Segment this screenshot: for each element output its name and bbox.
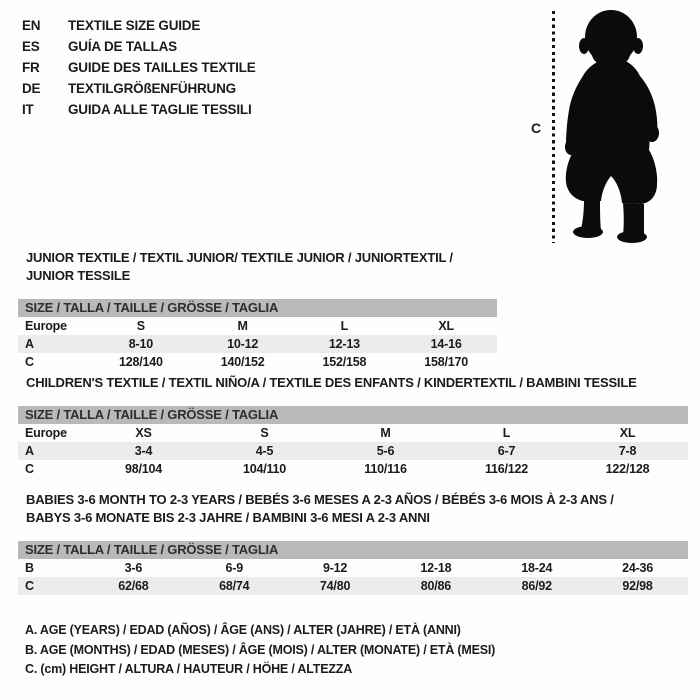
- value-cell: 152/158: [322, 355, 367, 369]
- language-code: IT: [22, 102, 34, 117]
- language-code: EN: [22, 18, 41, 33]
- value-cell: 3-6: [124, 561, 143, 575]
- value-cell: 158/170: [424, 355, 469, 369]
- size-header-bar: SIZE / TALLA / TAILLE / GRÖSSE / TAGLIA: [18, 541, 688, 559]
- value-cell: 24-36: [622, 561, 654, 575]
- row-label-cell: C: [25, 355, 34, 369]
- value-cell: S: [260, 426, 269, 440]
- table-row: [18, 424, 688, 442]
- table-title-line: JUNIOR TEXTILE / TEXTIL JUNIOR/ TEXTILE JUNIOR / JUNIORTEXTIL / JUNIOR TESSILE: [26, 250, 453, 283]
- value-cell: 74/80: [319, 579, 351, 593]
- size-header-bar: SIZE / TALLA / TAILLE / GRÖSSE / TAGLIA: [18, 299, 497, 317]
- size-table: [18, 374, 688, 478]
- value-cell: 68/74: [219, 579, 250, 593]
- language-row: [22, 15, 256, 36]
- value-cell: 5-6: [376, 444, 395, 458]
- language-row: [22, 36, 256, 57]
- table-title: [18, 249, 497, 285]
- table-row: [18, 442, 688, 460]
- table-row: [18, 577, 688, 595]
- table-row: [18, 559, 688, 577]
- height-measure-label: C: [531, 120, 541, 136]
- row-label-cell: C: [25, 579, 34, 593]
- row-label-cell: Europe: [25, 426, 67, 440]
- value-cell: M: [237, 319, 248, 333]
- language-code: DE: [22, 81, 41, 96]
- value-cell: 14-16: [430, 337, 462, 351]
- row-label-cell: B: [25, 561, 34, 575]
- value-cell: 110/116: [364, 462, 407, 476]
- value-cell: 8-10: [128, 337, 153, 351]
- row-label-cell: A: [25, 337, 34, 351]
- value-cell: 92/98: [622, 579, 653, 593]
- row-label-cell: A: [25, 444, 34, 458]
- value-cell: 6-9: [225, 561, 243, 575]
- value-cell: 10-12: [227, 337, 259, 351]
- value-cell: 4-5: [255, 444, 274, 458]
- language-row: [22, 99, 256, 120]
- value-cell: 7-8: [618, 444, 637, 458]
- table-title-line: BABIES 3-6 MONTH TO 2-3 YEARS / BEBÉS 3-6 MESES A 2-3 AÑOS / BÉBÉS 3-6 MOIS À 2-3 ANS /: [26, 492, 614, 507]
- size-header-bar: SIZE / TALLA / TAILLE / GRÖSSE / TAGLIA: [18, 406, 688, 424]
- height-dashed-line: [552, 11, 555, 243]
- row-label-cell: Europe: [25, 319, 67, 333]
- value-cell: M: [380, 426, 391, 440]
- value-cell: 62/68: [118, 579, 149, 593]
- language-row: [22, 78, 256, 99]
- value-cell: 140/152: [220, 355, 265, 369]
- note-line: A. AGE (YEARS) / EDAD (AÑOS) / ÂGE (ANS) / ALTER (JAHRE) / ETÀ (ANNI): [25, 623, 461, 637]
- language-code: FR: [22, 60, 40, 75]
- value-cell: 12-18: [420, 561, 452, 575]
- value-cell: 9-12: [322, 561, 348, 575]
- baby-silhouette: [556, 6, 668, 246]
- size-table: [18, 491, 688, 595]
- value-cell: 3-4: [134, 444, 153, 458]
- language-list: [22, 15, 256, 120]
- table-title-line: CHILDREN'S TEXTILE / TEXTIL NIÑO/A / TEXTILE DES ENFANTS / KINDERTEXTIL / BAMBINI TESSILE: [26, 375, 637, 390]
- value-cell: XL: [438, 319, 454, 333]
- table-row: [18, 353, 497, 371]
- row-label-cell: C: [25, 462, 34, 476]
- value-cell: 116/122: [484, 462, 529, 476]
- value-cell: 18-24: [521, 561, 553, 575]
- value-cell: 80/86: [420, 579, 452, 593]
- note-line: B. AGE (MONTHS) / EDAD (MESES) / ÂGE (MOIS) / ALTER (MONATE) / ETÀ (MESI): [25, 642, 496, 657]
- value-cell: 12-13: [328, 337, 360, 351]
- value-cell: 98/104: [124, 462, 163, 476]
- language-title: GUIDA ALLE TAGLIE TESSILI: [68, 102, 252, 117]
- footnotes: [25, 621, 495, 680]
- value-cell: 6-7: [497, 444, 516, 458]
- value-cell: L: [502, 426, 511, 440]
- language-title: GUÍA DE TALLAS: [68, 39, 177, 54]
- value-cell: 86/92: [521, 579, 552, 593]
- language-title: TEXTILE SIZE GUIDE: [68, 18, 201, 33]
- value-cell: S: [136, 319, 145, 333]
- table-row: [18, 335, 497, 353]
- language-title: GUIDE DES TAILLES TEXTILE: [68, 60, 256, 75]
- value-cell: XS: [135, 426, 152, 440]
- table-row: [18, 460, 688, 478]
- note-line: C. (cm) HEIGHT / ALTURA / HAUTEUR / HÖHE / ALTEZZA: [25, 662, 353, 676]
- table-title: [18, 374, 688, 392]
- value-cell: 104/110: [242, 462, 287, 476]
- size-table: [18, 249, 497, 371]
- language-row: [22, 57, 256, 78]
- value-cell: XL: [619, 426, 636, 440]
- table-title: [18, 491, 688, 527]
- language-code: ES: [22, 39, 40, 54]
- value-cell: 122/128: [605, 462, 650, 476]
- value-cell: 128/140: [118, 355, 163, 369]
- table-title-line: BABYS 3-6 MONATE BIS 2-3 JAHRE / BAMBINI 3-6 MESI A 2-3 ANNI: [26, 510, 430, 525]
- language-title: TEXTILGRÖßENFÜHRUNG: [68, 81, 236, 96]
- value-cell: L: [340, 319, 349, 333]
- table-row: [18, 317, 497, 335]
